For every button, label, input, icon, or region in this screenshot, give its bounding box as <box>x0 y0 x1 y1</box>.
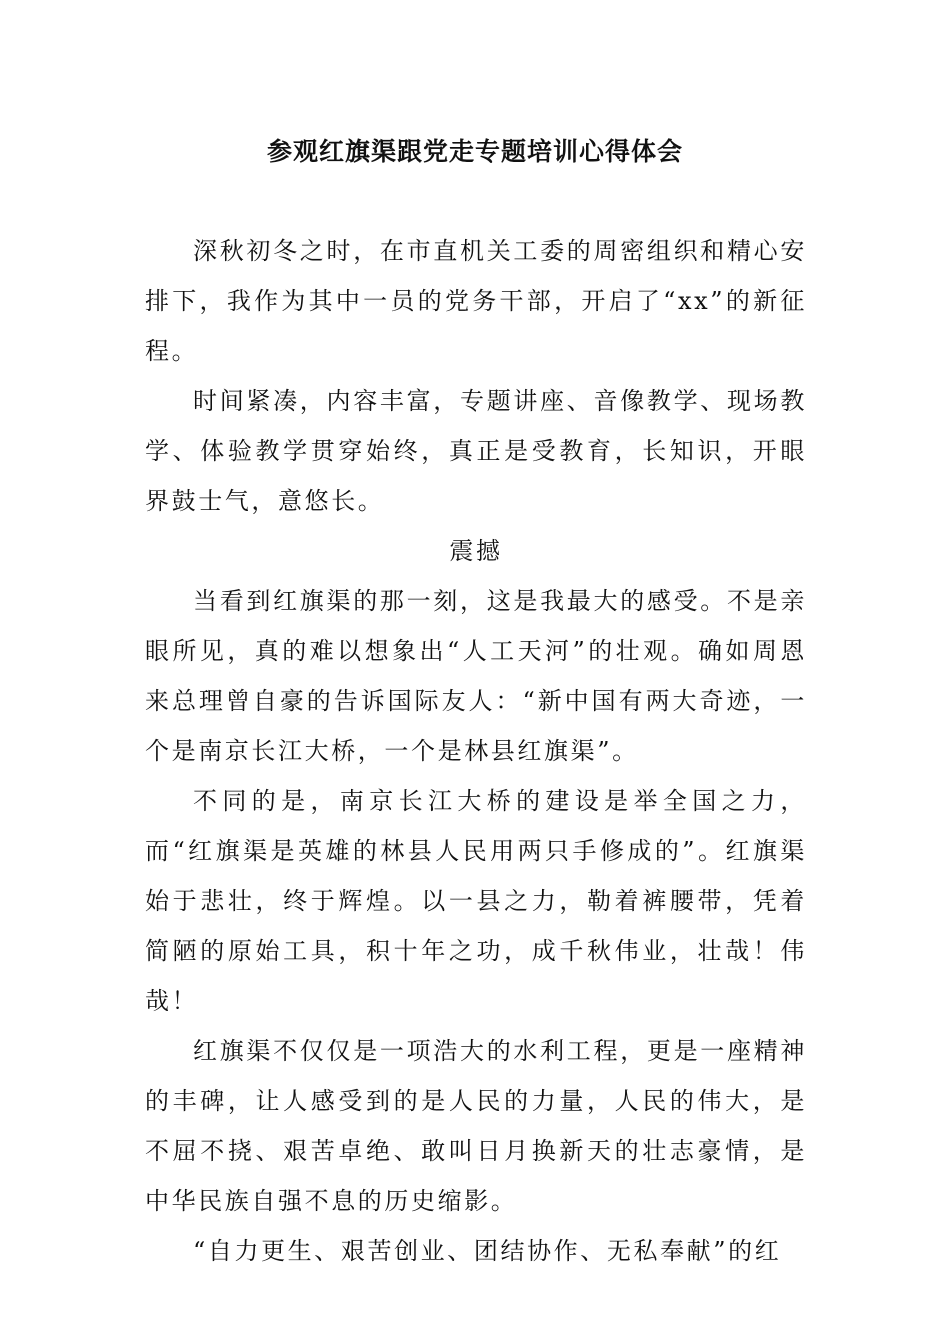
paragraph-intro: 深秋初冬之时，在市直机关工委的周密组织和精心安排下，我作为其中一员的党务干部，开启了“xx”的新征程。 <box>145 237 807 365</box>
paragraph-first-impression: 当看到红旗渠的那一刻，这是我最大的感受。不是亲眼所见，真的难以想象出“人工天河”的壮观。确如周恩来总理曾自豪的告诉国际友人：“新中国有两大奇迹，一个是南京长江大桥，一个是林县红旗渠”。 <box>145 587 807 765</box>
paragraph-spirit-monument: 红旗渠不仅仅是一项浩大的水利工程，更是一座精神的丰碑，让人感受到的是人民的力量，人民的伟大，是不屈不挠、艰苦卓绝、敢叫日月换新天的壮志豪情，是中华民族自强不息的历史缩影。 <box>145 1037 807 1215</box>
section-heading: 震撼 <box>449 537 503 565</box>
paragraph-comparison: 不同的是，南京长江大桥的建设是举全国之力，而“红旗渠是英雄的林县人民用两只手修成的”。红旗渠始于悲壮，终于辉煌。以一县之力，勒着裤腰带，凭着简陋的原始工具，积十年之功，成千秋伟业，壮哉！伟哉！ <box>145 787 807 1015</box>
document-title: 参观红旗渠跟党走专题培训心得体会 <box>266 137 683 166</box>
paragraph-schedule: 时间紧凑，内容丰富，专题讲座、音像教学、现场教学、体验教学贯穿始终，真正是受教育，长知识，开眼界鼓士气，意悠长。 <box>145 387 807 515</box>
document-body <box>145 226 807 1276</box>
paragraph-spirit-motto: “自力更生、艰苦创业、团结协作、无私奉献”的红 <box>193 1237 782 1265</box>
